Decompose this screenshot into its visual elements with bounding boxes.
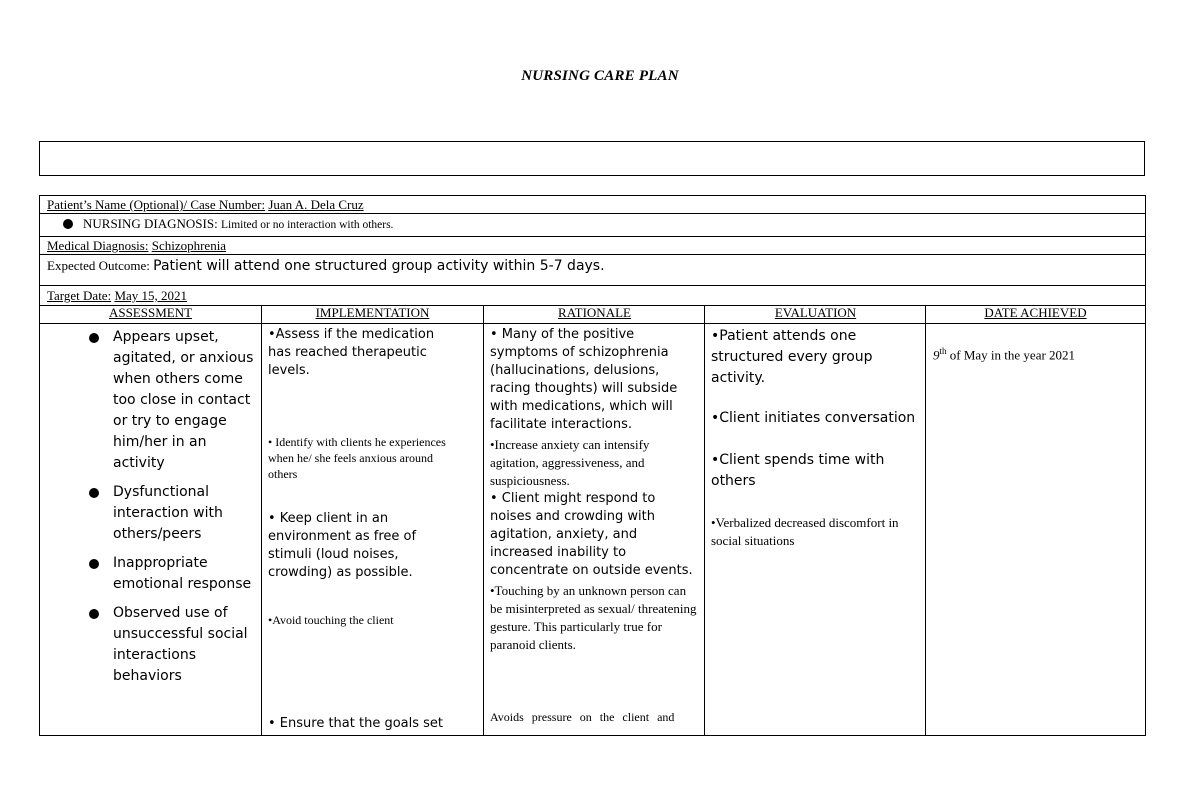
assessment-item: Inappropriate emotional response — [89, 553, 254, 595]
implementation-item: • Ensure that the goals set — [268, 716, 444, 731]
rationale-item: •Touching by an unknown person can be misinterpreted as sexual/ threatening gesture. This particularly true for paranoid clients. — [490, 583, 697, 652]
nursing-diagnosis-value: Limited or no interaction with others. — [220, 219, 394, 231]
divider — [40, 323, 1145, 324]
patient-name: Juan A. Dela Cruz — [268, 197, 364, 212]
implementation-item: •Assess if the medication has reached therapeutic levels. — [268, 327, 435, 378]
evaluation-item: •Client initiates conversation — [711, 410, 916, 426]
column-header-assessment: ASSESSMENT — [108, 305, 193, 320]
column-header-date-achieved: DATE ACHIEVED — [984, 305, 1087, 320]
bullet-icon — [89, 488, 99, 498]
column-header-rationale: RATIONALE — [558, 305, 631, 320]
date-achieved-value: 9th of May in the year 2021 — [933, 346, 1076, 363]
implementation-item: • Keep client in an environment as free of stimuli (loud noises, crowding) as possible. — [268, 511, 417, 580]
evaluation-item: •Verbalized decreased discomfort in social situations — [711, 515, 899, 548]
divider — [40, 236, 1145, 237]
header-blank-box — [39, 141, 1145, 176]
divider — [40, 254, 1145, 255]
target-date-label: Target Date: — [47, 288, 112, 303]
bullet-icon — [89, 559, 99, 569]
assessment-item: Observed use of unsuccessful social interactions behaviors — [89, 603, 254, 687]
rationale-item: Avoids pressure on the client and — [490, 710, 675, 724]
rationale-item: • Many of the positive symptoms of schizophrenia (hallucinations, delusions, racing thoughts) will subside with medications, which will facilitate interactions. — [490, 327, 678, 432]
column-divider — [925, 306, 926, 736]
patient-label: Patient’s Name (Optional)/ Case Number: — [47, 197, 266, 212]
evaluation-item: •Patient attends one structured every group activity. — [711, 328, 873, 386]
column-divider — [704, 306, 705, 736]
date-achieved-cell — [933, 342, 1143, 364]
column-divider — [483, 306, 484, 736]
care-plan-table — [39, 195, 1146, 736]
assessment-item: Dysfunctional interaction with others/peers — [89, 482, 254, 545]
bullet-icon — [89, 333, 99, 343]
assessment-item: Appears upset, agitated, or anxious when others come too close in contact or try to engage him/her in an activity — [89, 327, 254, 474]
bullet-icon — [63, 219, 73, 229]
medical-diagnosis-label: Medical Diagnosis: — [47, 238, 149, 253]
column-divider — [261, 306, 262, 736]
divider — [40, 285, 1145, 286]
evaluation-item: •Client spends time with others — [711, 452, 885, 489]
rationale-item: • Client might respond to noises and crowding with agitation, anxiety, and increased inability to concentrate on outside events. — [490, 491, 693, 578]
nursing-diagnosis-label: NURSING DIAGNOSIS: — [83, 216, 218, 231]
expected-outcome-value: Patient will attend one structured group activity within 5-7 days. — [153, 258, 605, 274]
target-date-value: May 15, 2021 — [114, 288, 188, 303]
divider — [40, 213, 1145, 214]
column-header-implementation: IMPLEMENTATION — [315, 305, 430, 320]
document-title: NURSING CARE PLAN — [521, 68, 679, 84]
implementation-item: •Avoid touching the client — [268, 613, 394, 627]
medical-diagnosis-value: Schizophrenia — [151, 238, 227, 253]
rationale-item: •Increase anxiety can intensify agitation, aggressiveness, and suspiciousness. — [490, 437, 650, 488]
column-header-evaluation: EVALUATION — [774, 305, 857, 320]
assessment-cell — [89, 327, 254, 695]
implementation-item: • Identify with clients he experiences when he/ she feels anxious around others — [268, 435, 446, 481]
expected-outcome-label: Expected Outcome: — [47, 258, 150, 273]
bullet-icon — [89, 609, 99, 619]
